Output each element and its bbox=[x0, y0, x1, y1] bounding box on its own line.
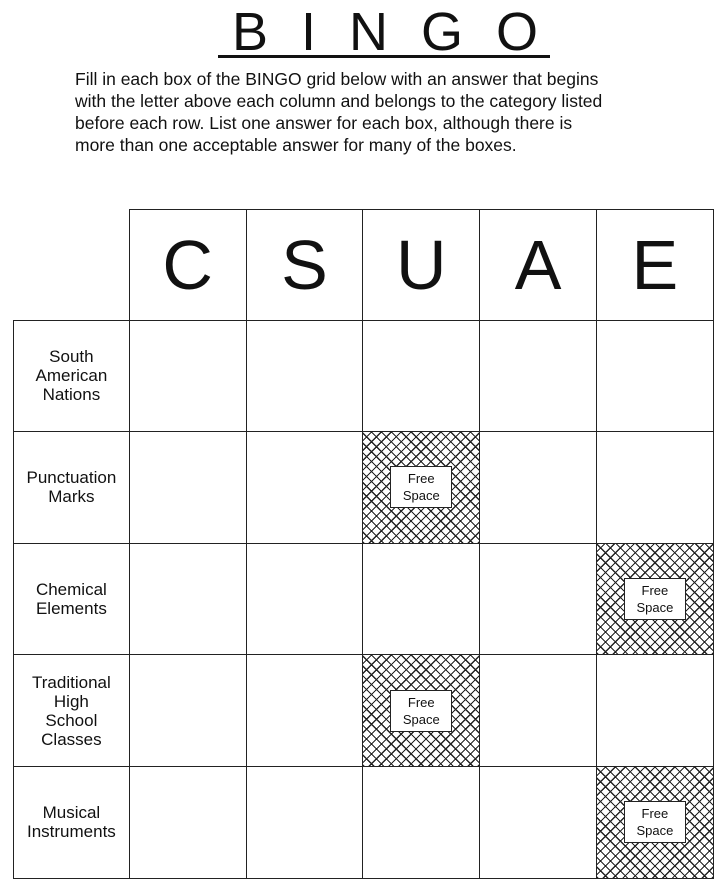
answer-box[interactable] bbox=[130, 432, 247, 544]
answer-box[interactable] bbox=[130, 767, 247, 879]
column-header-e bbox=[597, 209, 714, 321]
instructions-text: Fill in each box of the BINGO grid below with an answer that begins with the letter above each column and belongs to the category listed before each row. List one answer for each box, although there is more than one acceptable answer for many of the boxes. bbox=[75, 69, 603, 155]
answer-box[interactable] bbox=[130, 655, 247, 767]
grid-row bbox=[13, 321, 717, 433]
category-label: Musical Instruments bbox=[26, 803, 116, 842]
free-space-label: Free Space bbox=[390, 466, 452, 508]
category-cell bbox=[13, 767, 130, 879]
column-letter: U bbox=[396, 225, 447, 304]
title-letter-n: N bbox=[348, 2, 388, 62]
answer-box[interactable] bbox=[247, 655, 364, 767]
answer-box[interactable] bbox=[597, 321, 714, 433]
answer-box[interactable] bbox=[597, 432, 714, 544]
free-space-cell bbox=[363, 655, 480, 767]
free-space-label: Free Space bbox=[624, 801, 686, 843]
free-space-label: Free Space bbox=[624, 578, 686, 620]
column-letter: E bbox=[631, 225, 679, 304]
answer-box[interactable] bbox=[480, 767, 597, 879]
answer-box[interactable] bbox=[480, 321, 597, 433]
column-header-a bbox=[480, 209, 597, 321]
grid-row bbox=[13, 544, 717, 656]
answer-box[interactable] bbox=[480, 432, 597, 544]
answer-box[interactable] bbox=[363, 544, 480, 656]
answer-box[interactable] bbox=[480, 655, 597, 767]
title-letter-b: B bbox=[232, 2, 269, 62]
category-cell bbox=[13, 321, 130, 433]
category-label: Punctuation Marks bbox=[26, 468, 117, 507]
grid-row bbox=[13, 432, 717, 544]
column-header-c bbox=[130, 209, 247, 321]
free-space-label: Free Space bbox=[390, 690, 452, 732]
category-cell bbox=[13, 544, 130, 656]
category-label: Traditional High School Classes bbox=[32, 672, 111, 749]
title-letter-g: G bbox=[420, 2, 463, 62]
bingo-title bbox=[218, 2, 550, 62]
column-header-s bbox=[247, 209, 364, 321]
free-space-cell bbox=[597, 544, 714, 656]
column-letter: C bbox=[162, 225, 213, 304]
title-letter-i: I bbox=[301, 2, 317, 62]
category-label: South American Nations bbox=[35, 347, 108, 405]
category-cell bbox=[13, 655, 130, 767]
answer-box[interactable] bbox=[130, 544, 247, 656]
free-space-cell bbox=[363, 432, 480, 544]
category-label: Chemical Elements bbox=[35, 580, 107, 619]
answer-box[interactable] bbox=[597, 655, 714, 767]
answer-box[interactable] bbox=[247, 544, 364, 656]
title-letter-o: O bbox=[495, 2, 538, 62]
category-cell bbox=[13, 432, 130, 544]
grid-row bbox=[13, 767, 717, 879]
column-letter: S bbox=[281, 225, 328, 304]
header-row bbox=[13, 209, 717, 321]
grid-corner bbox=[13, 209, 130, 321]
answer-box[interactable] bbox=[247, 321, 364, 433]
answer-box[interactable] bbox=[247, 767, 364, 879]
bingo-grid bbox=[13, 209, 717, 879]
answer-box[interactable] bbox=[480, 544, 597, 656]
free-space-cell bbox=[597, 767, 714, 879]
answer-box[interactable] bbox=[363, 321, 480, 433]
answer-box[interactable] bbox=[363, 767, 480, 879]
column-header-u bbox=[363, 209, 480, 321]
grid-row bbox=[13, 655, 717, 767]
answer-box[interactable] bbox=[247, 432, 364, 544]
answer-box[interactable] bbox=[130, 321, 247, 433]
column-letter: A bbox=[514, 225, 562, 304]
